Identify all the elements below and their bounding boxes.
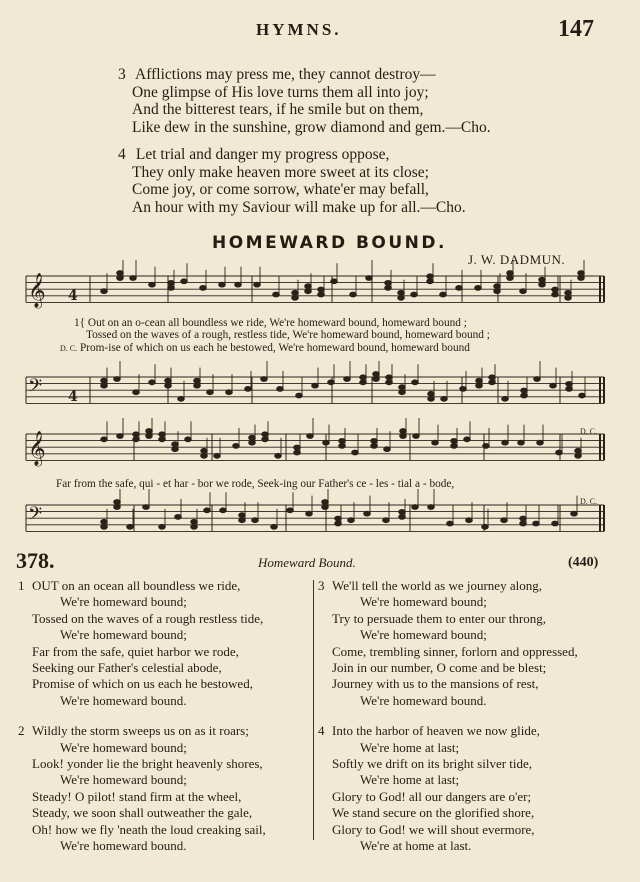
verse-line: Steady, we soon shall outweather the gale, bbox=[32, 805, 253, 821]
stanza-line: And the bitterest tears, if he smile but on them, bbox=[132, 101, 424, 118]
note-head bbox=[489, 375, 496, 380]
note-head bbox=[262, 437, 269, 442]
note-head bbox=[172, 442, 179, 447]
verse-number: 2 bbox=[18, 723, 25, 739]
note-head bbox=[178, 396, 185, 401]
note-head bbox=[520, 521, 527, 526]
note-head bbox=[133, 432, 140, 437]
note-head bbox=[412, 505, 419, 510]
note-head bbox=[494, 284, 501, 289]
stanza-number: 4 bbox=[118, 146, 126, 163]
note-head bbox=[305, 289, 312, 294]
note-head bbox=[294, 450, 301, 455]
verse-number: 1 bbox=[18, 578, 25, 593]
note-head bbox=[428, 505, 435, 510]
dc-label-bottom: D. C. bbox=[580, 497, 598, 506]
note-head bbox=[550, 383, 557, 388]
note-head bbox=[292, 295, 299, 300]
time-signature: 4 bbox=[68, 389, 78, 405]
verse-line: We're homeward bound. bbox=[60, 692, 187, 708]
verse-line: Come, trembling sinner, forlorn and oppressed, bbox=[332, 643, 578, 659]
note-head bbox=[556, 450, 563, 455]
note-head bbox=[518, 440, 525, 445]
note-head bbox=[482, 524, 489, 529]
verse-line: Look! yonder lie the bright heavenly shores, bbox=[32, 756, 263, 772]
note-head bbox=[335, 521, 342, 526]
note-head bbox=[271, 524, 278, 529]
note-head bbox=[344, 377, 351, 382]
stanza-number: 3 bbox=[118, 66, 126, 83]
note-head bbox=[552, 521, 559, 526]
note-head bbox=[146, 434, 153, 439]
verse-number: 3 bbox=[318, 578, 325, 593]
hymn-title: Homeward Bound. bbox=[258, 555, 356, 570]
note-head bbox=[360, 380, 367, 385]
page-number: 147 bbox=[558, 16, 594, 42]
note-head bbox=[501, 518, 508, 523]
note-head bbox=[432, 440, 439, 445]
note-head bbox=[101, 383, 108, 388]
note-head bbox=[307, 434, 314, 439]
note-head bbox=[312, 383, 319, 388]
lyrics-line-4: Far from the safe, qui - et har - bor we rode, Seek-ing our Father's ce - les - tial a - bode, bbox=[56, 478, 455, 490]
note-head bbox=[533, 521, 540, 526]
note-head bbox=[159, 524, 166, 529]
verse-line: We're homeward bound. bbox=[360, 692, 487, 708]
note-head bbox=[539, 277, 546, 282]
note-head bbox=[191, 524, 198, 529]
note-head bbox=[399, 510, 406, 515]
note-head bbox=[275, 453, 282, 458]
note-head bbox=[373, 372, 380, 377]
note-head bbox=[383, 518, 390, 523]
note-head bbox=[579, 393, 586, 398]
note-head bbox=[296, 393, 303, 398]
note-head bbox=[273, 292, 280, 297]
dc-label: D. C. bbox=[60, 344, 78, 353]
note-head bbox=[233, 444, 240, 449]
note-head bbox=[204, 508, 211, 513]
verse-line: 4 Into the harbor of heaven we now glide, bbox=[318, 723, 540, 739]
verse-line: 3 We'll tell the world as we journey along, bbox=[318, 578, 542, 593]
note-head bbox=[412, 380, 419, 385]
stanza-line: Let trial and danger my progress oppose, bbox=[135, 146, 390, 163]
note-head bbox=[165, 383, 172, 388]
note-head bbox=[101, 524, 108, 529]
composer-credit: J. W. DADMUN. bbox=[468, 252, 566, 267]
note-head bbox=[398, 295, 405, 300]
note-head bbox=[165, 378, 172, 383]
verse-line: We're homeward bound; bbox=[60, 627, 187, 643]
note-head bbox=[117, 434, 124, 439]
note-head bbox=[328, 380, 335, 385]
note-head bbox=[441, 396, 448, 401]
note-head bbox=[483, 444, 490, 449]
verse-line: 1 OUT on an ocean all boundless we ride, bbox=[18, 578, 241, 593]
note-head bbox=[133, 437, 140, 442]
note-head bbox=[575, 453, 582, 458]
verse-line: Promise of which on us each he bestowed, bbox=[32, 676, 253, 692]
note-head bbox=[566, 387, 573, 392]
note-head bbox=[292, 290, 299, 295]
bass-clef-icon: 𝄢 bbox=[28, 504, 43, 529]
verse-line: Softly we drift on its bright silver tide, bbox=[332, 756, 533, 772]
verse-line: We're home at last; bbox=[360, 739, 460, 755]
note-head bbox=[168, 286, 175, 291]
note-head bbox=[520, 289, 527, 294]
verse-line: Glory to God! all our dangers are o'er; bbox=[332, 788, 532, 804]
note-head bbox=[262, 432, 269, 437]
verse-line: We stand secure on the glorified shore, bbox=[332, 805, 535, 821]
note-head bbox=[127, 524, 134, 529]
note-head bbox=[194, 383, 201, 388]
note-head bbox=[287, 508, 294, 513]
note-head bbox=[305, 284, 312, 289]
note-head bbox=[175, 515, 182, 520]
verse-number: 4 bbox=[318, 723, 325, 739]
note-head bbox=[399, 390, 406, 395]
note-head bbox=[339, 444, 346, 449]
note-head bbox=[318, 292, 325, 297]
dc-label-top: D. C. bbox=[580, 427, 598, 436]
note-head bbox=[201, 448, 208, 453]
note-head bbox=[185, 437, 192, 442]
note-head bbox=[219, 282, 226, 287]
note-head bbox=[201, 453, 208, 458]
note-head bbox=[318, 287, 325, 292]
note-head bbox=[464, 437, 471, 442]
note-head bbox=[168, 281, 175, 286]
stanza-line: Come joy, or come sorrow, whate'er may befall, bbox=[132, 181, 429, 198]
note-head bbox=[460, 387, 467, 392]
verse-3 bbox=[318, 578, 628, 709]
note-head bbox=[235, 282, 242, 287]
note-head bbox=[451, 439, 458, 444]
note-head bbox=[489, 380, 496, 385]
verse-line: We're at home at last. bbox=[360, 838, 472, 854]
note-head bbox=[502, 396, 509, 401]
note-head bbox=[552, 287, 559, 292]
note-head bbox=[475, 286, 482, 291]
note-head bbox=[159, 432, 166, 437]
note-head bbox=[322, 505, 329, 510]
hymn-number: 378. bbox=[16, 548, 55, 573]
note-head bbox=[101, 378, 108, 383]
note-head bbox=[101, 289, 108, 294]
note-head bbox=[149, 380, 156, 385]
verse-line: Try to persuade them to enter our throng, bbox=[332, 610, 546, 626]
verse-line: Steady! O pilot! stand firm at the wheel, bbox=[32, 788, 242, 804]
note-head bbox=[294, 445, 301, 450]
bass-clef-icon: 𝄢 bbox=[28, 376, 43, 401]
note-head bbox=[521, 388, 528, 393]
note-head bbox=[220, 508, 227, 513]
verse-1 bbox=[18, 578, 310, 709]
meter-number: (440) bbox=[568, 555, 599, 570]
note-head bbox=[130, 276, 137, 281]
note-head bbox=[476, 378, 483, 383]
note-head bbox=[476, 383, 483, 388]
note-head bbox=[339, 439, 346, 444]
lyrics-line-1: 1{ Out on an o-cean all boundless we ride, We're homeward bound, homeward bound ; bbox=[74, 317, 467, 329]
verse-line: Journey with us to the mansions of rest, bbox=[332, 676, 539, 692]
note-head bbox=[398, 290, 405, 295]
note-head bbox=[447, 521, 454, 526]
note-head bbox=[400, 429, 407, 434]
lyrics-line-2: Tossed on the waves of a rough, restless tide, We're homeward bound, homeward bound ; bbox=[86, 329, 490, 341]
note-head bbox=[399, 385, 406, 390]
note-head bbox=[552, 292, 559, 297]
note-head bbox=[507, 271, 514, 276]
note-head bbox=[194, 378, 201, 383]
note-head bbox=[207, 390, 214, 395]
note-head bbox=[245, 387, 252, 392]
note-head bbox=[323, 440, 330, 445]
note-head bbox=[507, 276, 514, 281]
verse-column-right bbox=[318, 578, 628, 855]
note-head bbox=[400, 434, 407, 439]
note-head bbox=[352, 450, 359, 455]
note-head bbox=[117, 271, 124, 276]
verse-line: Oh! how we fly 'neath the loud creaking sail, bbox=[32, 821, 266, 837]
note-head bbox=[114, 377, 121, 382]
note-head bbox=[534, 377, 541, 382]
note-head bbox=[252, 518, 259, 523]
note-head bbox=[239, 518, 246, 523]
note-head bbox=[366, 276, 373, 281]
note-head bbox=[371, 444, 378, 449]
note-head bbox=[149, 282, 156, 287]
time-signature: 4 bbox=[68, 288, 78, 304]
note-head bbox=[254, 282, 261, 287]
note-head bbox=[364, 511, 371, 516]
note-head bbox=[335, 516, 342, 521]
note-head bbox=[200, 286, 207, 291]
note-head bbox=[451, 444, 458, 449]
note-head bbox=[386, 375, 393, 380]
note-head bbox=[385, 286, 392, 291]
stanza-line: They only make heaven more sweet at its close; bbox=[132, 163, 429, 181]
note-head bbox=[385, 281, 392, 286]
note-head bbox=[350, 292, 357, 297]
verse-line: Far from the safe, quiet harbor we rode, bbox=[32, 643, 239, 659]
verse-line: We're home at last; bbox=[360, 772, 460, 788]
stanza-line: An hour with my Saviour will make up for all.—Cho. bbox=[132, 198, 466, 216]
tune-title: HOMEWARD BOUND. bbox=[212, 233, 447, 253]
verse-line: We're homeward bound; bbox=[60, 739, 187, 755]
note-head bbox=[159, 437, 166, 442]
note-head bbox=[578, 271, 585, 276]
note-head bbox=[575, 448, 582, 453]
note-head bbox=[413, 434, 420, 439]
note-head bbox=[348, 518, 355, 523]
verse-line: 2 Wildly the storm sweeps us on as it roars; bbox=[18, 723, 249, 739]
note-head bbox=[117, 276, 124, 281]
note-head bbox=[277, 387, 284, 392]
note-head bbox=[427, 279, 434, 284]
note-head bbox=[399, 515, 406, 520]
verse-line: Join in our number, O come and be blest; bbox=[332, 660, 547, 676]
verse-line: We're homeward bound; bbox=[360, 594, 487, 610]
note-head bbox=[371, 439, 378, 444]
note-head bbox=[146, 429, 153, 434]
running-title: HYMNS. bbox=[256, 20, 342, 39]
verse-line: We're homeward bound. bbox=[60, 838, 187, 854]
note-head bbox=[101, 437, 108, 442]
note-head bbox=[133, 390, 140, 395]
note-head bbox=[384, 447, 391, 452]
note-head bbox=[411, 292, 418, 297]
note-head bbox=[191, 519, 198, 524]
verse-2 bbox=[18, 723, 310, 854]
note-head bbox=[331, 279, 338, 284]
note-head bbox=[214, 453, 221, 458]
verse-column-left bbox=[18, 578, 310, 855]
verse-line: We're homeward bound; bbox=[60, 772, 187, 788]
note-head bbox=[565, 290, 572, 295]
note-head bbox=[578, 276, 585, 281]
note-head bbox=[428, 396, 435, 401]
note-head bbox=[440, 292, 447, 297]
note-head bbox=[520, 516, 527, 521]
stanza-line: Afflictions may press me, they cannot destroy— bbox=[135, 66, 436, 83]
note-head bbox=[261, 377, 268, 382]
note-head bbox=[386, 380, 393, 385]
verse-line: Seeking our Father's celestial abode, bbox=[32, 660, 222, 676]
lyrics-line-3: D. C. Prom-ise of which on us each he bestowed, We're homeward bound, homeward bound bbox=[60, 342, 470, 354]
note-head bbox=[427, 274, 434, 279]
note-head bbox=[101, 519, 108, 524]
stanza-line: Like dew in the sunshine, grow diamond and gem.—Cho. bbox=[132, 118, 491, 136]
note-head bbox=[565, 295, 572, 300]
note-head bbox=[172, 447, 179, 452]
note-head bbox=[249, 440, 256, 445]
note-head bbox=[239, 513, 246, 518]
note-head bbox=[373, 377, 380, 382]
verse-marker: 1 bbox=[74, 317, 80, 329]
verse-line: We're homeward bound; bbox=[360, 627, 487, 643]
verse-4 bbox=[318, 723, 628, 854]
note-head bbox=[521, 393, 528, 398]
verse-line: Glory to God! we will shout evermore, bbox=[332, 821, 535, 837]
note-head bbox=[306, 511, 313, 516]
verse-line: We're homeward bound; bbox=[60, 594, 187, 610]
note-head bbox=[322, 500, 329, 505]
column-divider bbox=[313, 580, 314, 840]
verse-line: Tossed on the waves of a rough restless tide, bbox=[32, 610, 264, 626]
note-head bbox=[456, 286, 463, 291]
note-head bbox=[114, 500, 121, 505]
note-head bbox=[226, 390, 233, 395]
note-head bbox=[466, 518, 473, 523]
note-head bbox=[114, 505, 121, 510]
treble-clef-icon: 𝄞 bbox=[28, 273, 46, 308]
note-head bbox=[249, 435, 256, 440]
note-head bbox=[494, 289, 501, 294]
treble-clef-icon: 𝄞 bbox=[28, 431, 46, 466]
note-head bbox=[539, 282, 546, 287]
note-head bbox=[537, 440, 544, 445]
note-head bbox=[502, 440, 509, 445]
stanza-line: One glimpse of His love turns them all into joy; bbox=[132, 83, 429, 101]
note-head bbox=[181, 279, 188, 284]
note-head bbox=[566, 382, 573, 387]
note-head bbox=[428, 391, 435, 396]
note-head bbox=[360, 375, 367, 380]
note-head bbox=[143, 505, 150, 510]
note-head bbox=[571, 511, 578, 516]
